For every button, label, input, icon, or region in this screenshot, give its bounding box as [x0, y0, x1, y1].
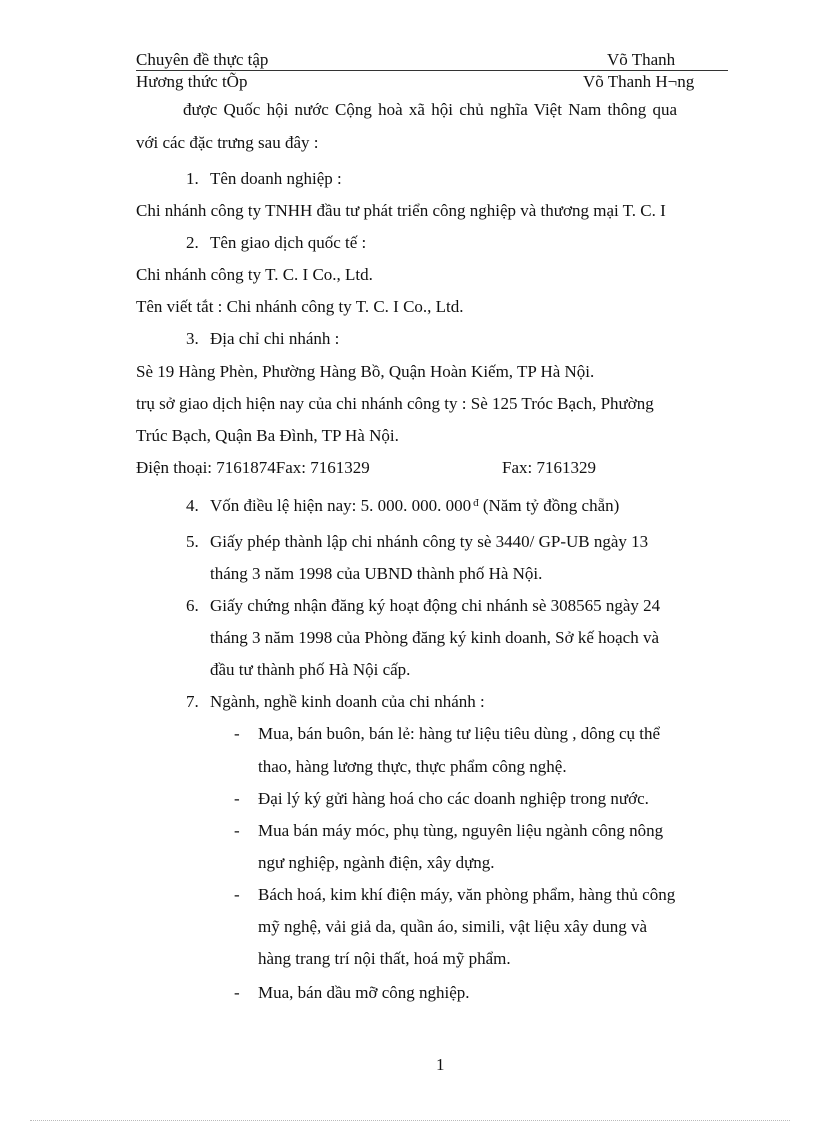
- item2-number: 2.: [186, 233, 199, 252]
- item6-number: 6.: [186, 596, 199, 615]
- item6-line2: tháng 3 năm 1998 của Phòng đăng ký kinh doanh, Sở kế hoạch và: [210, 628, 660, 647]
- header-rule-1: [136, 70, 728, 71]
- item6-line1: Giấy chứng nhận đăng ký hoạt động chi nhánh sè 308565 ngày 24: [210, 596, 661, 615]
- bullet5-line1: Mua, bán dầu mỡ công nghiệp.: [258, 983, 470, 1002]
- item1-heading: Tên doanh nghiệp :: [210, 169, 342, 188]
- item3-line3: Trúc Bạch, Quận Ba Đình, TP Hà Nội.: [136, 426, 399, 445]
- item4-tail: (Năm tỷ đồng chẵn): [478, 496, 620, 515]
- bullet1-line1: Mua, bán buôn, bán lẻ: hàng tư liệu tiêu dùng , dông cụ thể: [258, 724, 661, 743]
- header-right-line1: Võ Thanh: [607, 50, 676, 69]
- item2-value2: Tên viết tắt : Chi nhánh công ty T. C. I Co., Ltd.: [136, 297, 464, 316]
- item4-number: 4.: [186, 496, 199, 515]
- item5-number: 5.: [186, 532, 199, 551]
- item2-heading: Tên giao dịch quốc tế :: [210, 233, 367, 252]
- bullet3-line2: ngư nghiệp, ngành điện, xây dựng.: [258, 853, 495, 872]
- bullet-dash: -: [234, 724, 240, 743]
- header-left-line1: Chuyên đề thực tập: [136, 50, 269, 69]
- phone-line: Điện thoại: 7161874Fax: 7161329: [136, 458, 370, 477]
- item4-currency-sup: đ: [473, 497, 479, 509]
- bullet-dash: -: [234, 821, 240, 840]
- intro-line1: được Quốc hội nước Cộng hoà xã hội chủ nghĩa Việt Nam thông qua: [183, 100, 678, 119]
- item7-heading: Ngành, nghề kinh doanh của chi nhánh :: [210, 692, 485, 711]
- item5-line2: tháng 3 năm 1998 của UBND thành phố Hà Nội.: [210, 564, 543, 583]
- item1-value: Chi nhánh công ty TNHH đầu tư phát triển công nghiệp và thương mại T. C. I: [136, 201, 666, 220]
- bullet1-line2: thao, hàng lương thực, thực phẩm công nghệ.: [258, 757, 567, 776]
- item5-line1: Giấy phép thành lập chi nhánh công ty sè 3440/ GP-UB ngày 13: [210, 532, 649, 551]
- item3-heading: Địa chỉ chi nhánh :: [210, 329, 340, 348]
- item6-line3: đầu tư thành phố Hà Nội cấp.: [210, 660, 411, 679]
- item3-line1: Sè 19 Hàng Phèn, Phường Hàng Bồ, Quận Hoàn Kiếm, TP Hà Nội.: [136, 362, 595, 381]
- bullet2-line1: Đại lý ký gửi hàng hoá cho các doanh nghiệp trong nước.: [258, 789, 649, 808]
- bullet-dash: -: [234, 885, 240, 904]
- intro-line2: với các đặc trưng sau đây :: [136, 133, 319, 152]
- item7-number: 7.: [186, 692, 199, 711]
- item1-number: 1.: [186, 169, 199, 188]
- item4-text: [210, 496, 619, 516]
- item3-line2: trụ sở giao dịch hiện nay của chi nhánh công ty : Sè 125 Tróc Bạch, Phường: [136, 394, 654, 413]
- item2-value1: Chi nhánh công ty T. C. I Co., Ltd.: [136, 265, 373, 284]
- page-number: 1: [436, 1055, 445, 1074]
- bullet-dash: -: [234, 983, 240, 1002]
- bullet3-line1: Mua bán máy móc, phụ tùng, nguyên liệu ngành công nông: [258, 821, 664, 840]
- bullet-dash: -: [234, 789, 240, 808]
- header-left-line2: Hương thức tÕp: [136, 72, 248, 91]
- fax-line: Fax: 7161329: [502, 458, 596, 477]
- item4-capital: Vốn điều lệ hiện nay: 5. 000. 000. 000: [210, 496, 472, 515]
- page-bottom-divider: [30, 1120, 790, 1121]
- header-right-line2: Võ Thanh H¬ng: [583, 72, 695, 91]
- bullet4-line1: Bách hoá, kim khí điện máy, văn phòng phẩm, hàng thủ công: [258, 885, 676, 904]
- item3-number: 3.: [186, 329, 199, 348]
- bullet4-line3: hàng trang trí nội thất, hoá mỹ phẩm.: [258, 949, 511, 968]
- bullet4-line2: mỹ nghệ, vải giả da, quần áo, simili, vật liệu xây dung và: [258, 917, 648, 936]
